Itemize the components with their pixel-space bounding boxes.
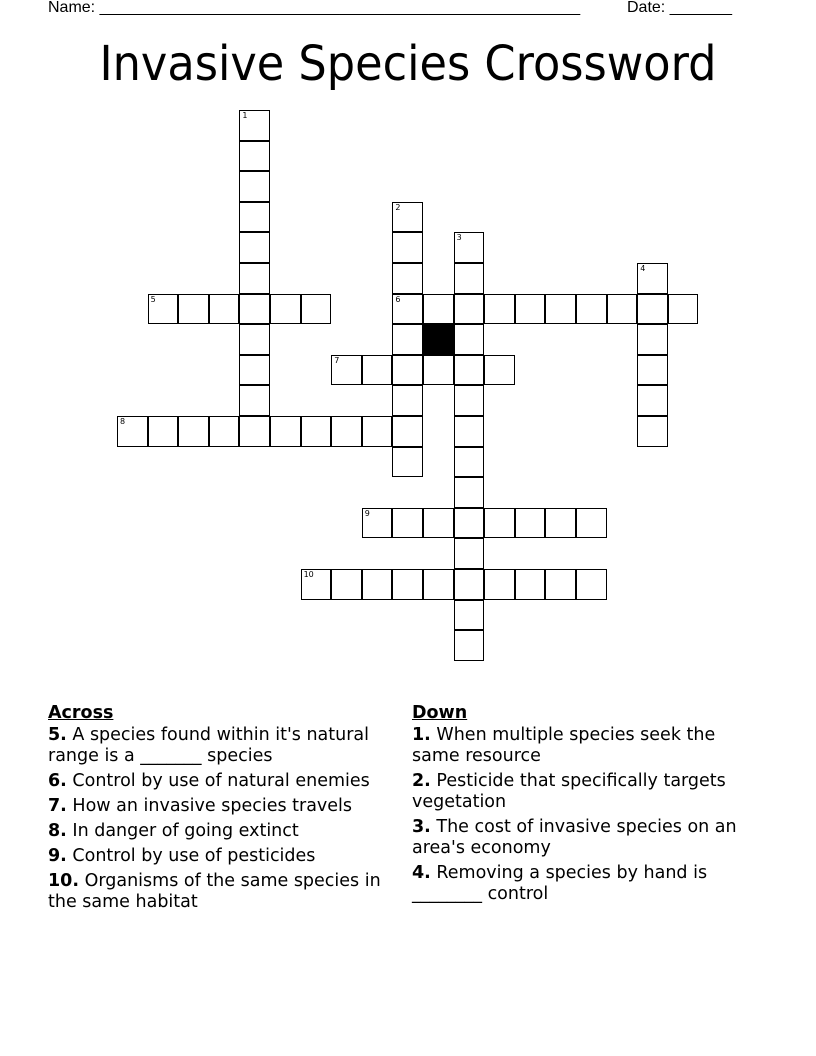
- clue-text: Pesticide that specifically targets vegetation: [412, 771, 726, 812]
- clue-number-label: 1.: [412, 725, 431, 745]
- clue-text: Control by use of natural enemies: [72, 771, 370, 791]
- crossword-cell[interactable]: [668, 294, 699, 325]
- crossword-cell[interactable]: [331, 355, 362, 386]
- crossword-cell[interactable]: [392, 569, 423, 600]
- crossword-cell[interactable]: [209, 294, 240, 325]
- crossword-cell[interactable]: [484, 294, 515, 325]
- crossword-cell[interactable]: [454, 508, 485, 539]
- crossword-cell[interactable]: [454, 569, 485, 600]
- crossword-cell[interactable]: [392, 385, 423, 416]
- crossword-cell[interactable]: [484, 508, 515, 539]
- crossword-cell[interactable]: [209, 416, 240, 447]
- crossword-cell[interactable]: [545, 508, 576, 539]
- crossword-cell[interactable]: [362, 355, 393, 386]
- crossword-cell[interactable]: [423, 294, 454, 325]
- across-clue: [48, 846, 398, 867]
- crossword-cell[interactable]: [454, 294, 485, 325]
- crossword-cell[interactable]: [239, 263, 270, 294]
- crossword-cell[interactable]: [576, 294, 607, 325]
- clue-number-label: 2.: [412, 771, 431, 791]
- down-clue: [412, 863, 752, 905]
- date-field-label: Date: _______: [627, 0, 732, 16]
- clue-number-label: 8.: [48, 821, 67, 841]
- crossword-cell[interactable]: [423, 569, 454, 600]
- clue-number: 5: [150, 294, 156, 304]
- crossword-cell[interactable]: [454, 263, 485, 294]
- clue-number: 2: [395, 202, 401, 212]
- clue-number: 1: [242, 111, 248, 120]
- down-clue: [412, 817, 752, 859]
- crossword-cell[interactable]: [454, 538, 485, 569]
- crossword-cell[interactable]: [392, 263, 423, 294]
- crossword-cell[interactable]: [148, 294, 179, 325]
- clue-text: How an invasive species travels: [72, 796, 353, 816]
- crossword-cell[interactable]: [515, 569, 546, 600]
- crossword-cell[interactable]: [637, 355, 668, 386]
- crossword-cell[interactable]: [484, 355, 515, 386]
- clue-number-label: 4.: [412, 863, 431, 883]
- crossword-cell[interactable]: [637, 416, 668, 447]
- across-clue: [48, 725, 398, 767]
- crossword-cell[interactable]: [576, 508, 607, 539]
- crossword-cell[interactable]: [301, 416, 332, 447]
- down-clues: [412, 703, 752, 909]
- crossword-cell[interactable]: [270, 416, 301, 447]
- crossword-cell[interactable]: [362, 508, 393, 539]
- crossword-cell[interactable]: [239, 110, 270, 141]
- crossword-cell[interactable]: [331, 569, 362, 600]
- crossword-cell[interactable]: [484, 569, 515, 600]
- crossword-cell[interactable]: [576, 569, 607, 600]
- crossword-cell[interactable]: [637, 324, 668, 355]
- crossword-cell[interactable]: [239, 232, 270, 263]
- clue-number: 10: [303, 570, 314, 579]
- crossword-cell[interactable]: [454, 355, 485, 386]
- crossword-cell[interactable]: [362, 569, 393, 600]
- clue-number-label: 7.: [48, 796, 67, 816]
- crossword-cell[interactable]: [301, 294, 332, 325]
- crossword-cell[interactable]: [637, 263, 668, 294]
- across-clue: [48, 821, 398, 842]
- crossword-cell[interactable]: [454, 600, 485, 631]
- crossword-cell[interactable]: [454, 385, 485, 416]
- clue-number-label: 9.: [48, 846, 67, 866]
- clue-number: 3: [456, 233, 462, 243]
- crossword-cell[interactable]: [545, 294, 576, 325]
- crossword-cell[interactable]: [392, 447, 423, 478]
- crossword-cell[interactable]: [178, 294, 209, 325]
- crossword-cell[interactable]: [454, 477, 485, 508]
- down-heading: Down: [412, 703, 468, 723]
- crossword-cell[interactable]: [392, 232, 423, 263]
- crossword-cell[interactable]: [637, 385, 668, 416]
- across-heading: Across: [48, 703, 114, 723]
- black-cell: [423, 324, 454, 355]
- across-clues: [48, 703, 398, 917]
- across-clue: [48, 771, 398, 792]
- crossword-cell[interactable]: [392, 294, 423, 325]
- crossword-cell[interactable]: [392, 324, 423, 355]
- crossword-cell[interactable]: [362, 416, 393, 447]
- crossword-cell[interactable]: [454, 416, 485, 447]
- crossword-cell[interactable]: [545, 569, 576, 600]
- crossword-cell[interactable]: [239, 385, 270, 416]
- crossword-cell[interactable]: [301, 569, 332, 600]
- crossword-cell[interactable]: [392, 508, 423, 539]
- down-clue: [412, 771, 752, 813]
- crossword-cell[interactable]: [178, 416, 209, 447]
- crossword-cell[interactable]: [148, 416, 179, 447]
- clue-number: 4: [640, 264, 646, 273]
- clue-number: 9: [364, 508, 370, 518]
- crossword-cell[interactable]: [607, 294, 638, 325]
- clue-text: In danger of going extinct: [72, 821, 299, 841]
- clue-number-label: 6.: [48, 771, 67, 791]
- clue-number-label: 10.: [48, 871, 80, 891]
- crossword-cell[interactable]: [454, 630, 485, 661]
- crossword-cell[interactable]: [239, 355, 270, 386]
- clue-number: 7: [334, 355, 340, 365]
- crossword-cell[interactable]: [239, 416, 270, 447]
- crossword-cell[interactable]: [239, 202, 270, 233]
- crossword-cell[interactable]: [423, 355, 454, 386]
- down-clue: [412, 725, 752, 767]
- clue-number-label: 3.: [412, 817, 431, 837]
- clue-number: 8: [120, 417, 126, 426]
- crossword-cell[interactable]: [392, 202, 423, 233]
- crossword-cell[interactable]: [392, 416, 423, 447]
- crossword-cell[interactable]: [454, 447, 485, 478]
- across-clue: [48, 871, 398, 913]
- crossword-cell[interactable]: [331, 416, 362, 447]
- crossword-cell[interactable]: [454, 232, 485, 263]
- crossword-cell[interactable]: [454, 324, 485, 355]
- clue-text: Removing a species by hand is ________ control: [412, 863, 708, 904]
- clue-number: 6: [395, 294, 401, 304]
- clue-text: The cost of invasive species on an area's economy: [412, 817, 737, 858]
- clue-text: When multiple species seek the same resource: [412, 725, 716, 766]
- crossword-cell[interactable]: [239, 141, 270, 172]
- clue-number-label: 5.: [48, 725, 67, 745]
- name-field-label: Name: ______________________________________________________: [48, 0, 581, 16]
- crossword-cell[interactable]: [423, 508, 454, 539]
- across-clue: [48, 796, 398, 817]
- crossword-cell[interactable]: [239, 294, 270, 325]
- clue-text: Control by use of pesticides: [72, 846, 316, 866]
- crossword-cell[interactable]: [239, 324, 270, 355]
- crossword-cell[interactable]: [515, 508, 546, 539]
- clue-text: Organisms of the same species in the same habitat: [48, 871, 381, 912]
- crossword-cell[interactable]: [392, 355, 423, 386]
- crossword-cell[interactable]: [515, 294, 546, 325]
- crossword-cell[interactable]: [637, 294, 668, 325]
- clue-text: A species found within it's natural range is a _______ species: [48, 725, 369, 766]
- crossword-cell[interactable]: [270, 294, 301, 325]
- crossword-cell[interactable]: [239, 171, 270, 202]
- page-title: Invasive Species Crossword: [99, 36, 717, 92]
- crossword-cell[interactable]: [117, 416, 148, 447]
